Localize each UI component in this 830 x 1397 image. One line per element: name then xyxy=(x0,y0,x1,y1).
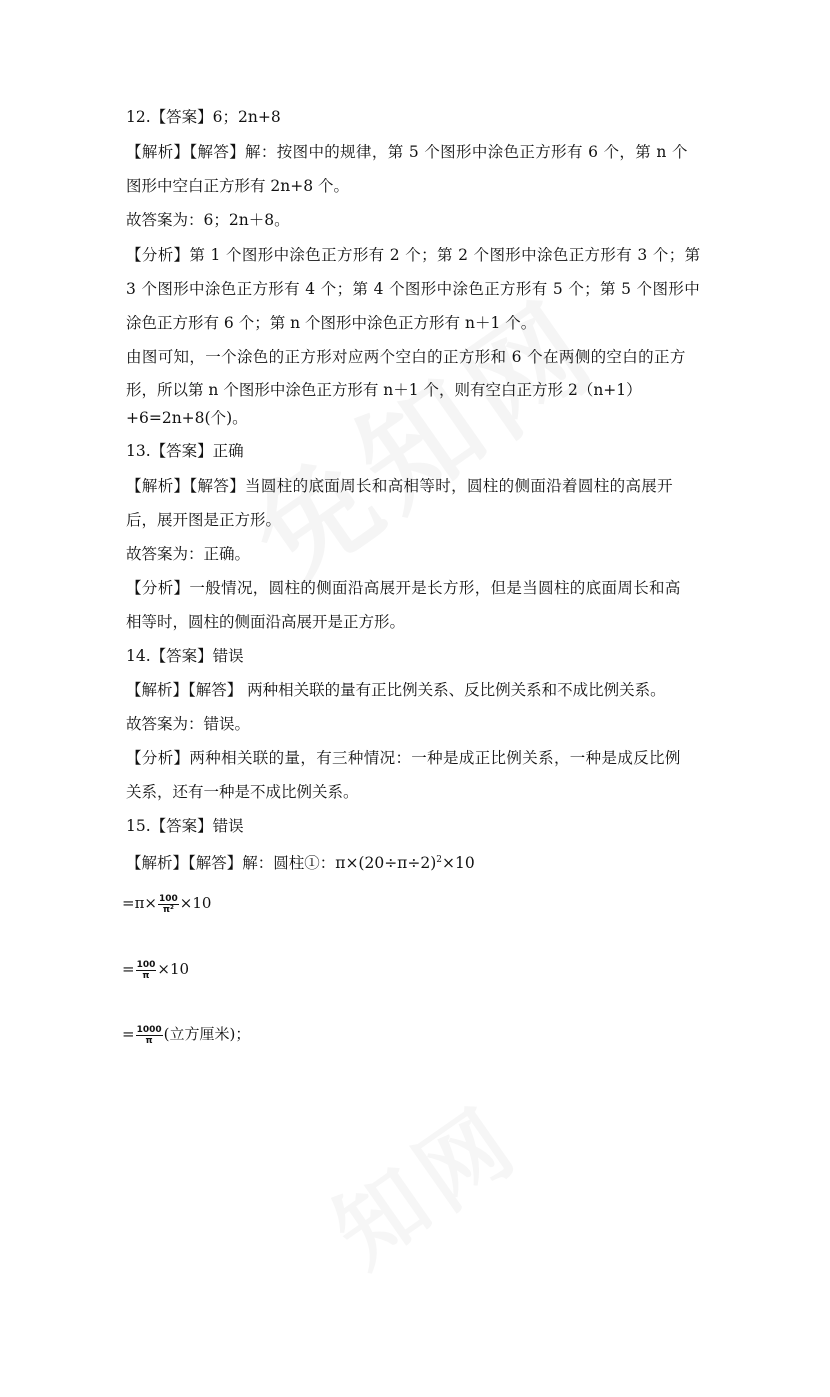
q14-analysis: 【解析】【解答】 两种相关联的量有正比例关系、反比例关系和不成比例关系。 xyxy=(126,681,666,699)
q12-conclusion: 故答案为：6；2n＋8。 xyxy=(126,211,290,229)
q12-reasoning-line-6: +6=2n+8(个)。 xyxy=(126,409,248,427)
eq2-numerator: 100 xyxy=(159,893,178,904)
watermark-bottom xyxy=(303,943,796,1397)
eq4-denominator: π xyxy=(145,1035,153,1046)
q15-equation-1 xyxy=(126,850,475,873)
eq1-suffix: ×10 xyxy=(442,854,475,873)
q12-reasoning-line-1: 【分析】第 1 个图形中涂色正方形有 2 个；第 2 个图形中涂色正方形有 3 个；第 xyxy=(126,246,701,264)
q13-conclusion: 故答案为：正确。 xyxy=(126,545,251,563)
eq1-prefix: 【解析】【解答】解：圆柱①：π×(20÷π÷2) xyxy=(126,854,437,873)
eq2-suffix: ×10 xyxy=(179,894,212,912)
q13-analysis-line-2: 后，展开图是正方形。 xyxy=(126,511,282,529)
q12-answer: 12.【答案】6；2n+8 xyxy=(126,108,281,126)
eq3-prefix: = xyxy=(122,960,135,978)
q12-analysis-line-1: 【解析】【解答】解：按图中的规律，第 5 个图形中涂色正方形有 6 个，第 n 个 xyxy=(126,143,688,161)
q13-answer: 13.【答案】正确 xyxy=(126,442,244,460)
q15-equation-2 xyxy=(122,893,211,915)
eq2-fraction xyxy=(158,894,179,915)
q15-equation-3 xyxy=(122,959,189,981)
q14-conclusion: 故答案为：错误。 xyxy=(126,715,251,733)
q13-reasoning-line-2: 相等时，圆柱的侧面沿高展开是正方形。 xyxy=(126,613,406,631)
q12-analysis-line-2: 图形中空白正方形有 2n+8 个。 xyxy=(126,177,350,195)
eq1-exponent: 2 xyxy=(436,855,443,865)
eq3-denominator: π xyxy=(142,970,150,981)
eq3-numerator: 100 xyxy=(136,959,156,970)
q15-answer: 15.【答案】错误 xyxy=(126,817,244,835)
eq3-fraction xyxy=(136,960,157,981)
q12-reasoning-line-3: 涂色正方形有 6 个；第 n 个图形中涂色正方形有 n＋1 个。 xyxy=(126,314,537,332)
q13-analysis-line-1: 【解析】【解答】当圆柱的底面周长和高相等时，圆柱的侧面沿着圆柱的高展开 xyxy=(126,477,674,495)
eq4-fraction xyxy=(136,1025,163,1046)
q13-reasoning-line-1: 【分析】一般情况，圆柱的侧面沿高展开是长方形，但是当圆柱的底面周长和高 xyxy=(126,579,681,597)
eq2-prefix: =π× xyxy=(122,894,157,912)
eq4-numerator: 1000 xyxy=(136,1024,162,1035)
q14-reasoning-line-1: 【分析】两种相关联的量，有三种情况：一种是成正比例关系，一种是成反比例 xyxy=(126,749,681,767)
q12-reasoning-line-5: 形，所以第 n 个图形中涂色正方形有 n＋1 个，则有空白正方形 2（n+1） xyxy=(126,381,642,399)
eq3-suffix: ×10 xyxy=(157,960,190,978)
eq4-suffix: (立方厘米)； xyxy=(163,1025,251,1043)
q15-equation-4 xyxy=(122,1024,250,1046)
q12-reasoning-line-4: 由图可知，一个涂色的正方形对应两个空白的正方形和 6 个在两侧的空白的正方 xyxy=(126,348,686,366)
q12-reasoning-line-2: 3 个图形中涂色正方形有 4 个；第 4 个图形中涂色正方形有 5 个；第 5 个图形中 xyxy=(126,280,701,298)
q14-reasoning-line-2: 关系，还有一种是不成比例关系。 xyxy=(126,783,359,801)
eq4-prefix: = xyxy=(122,1025,135,1043)
eq2-denominator: π² xyxy=(162,904,174,915)
q14-answer: 14.【答案】错误 xyxy=(126,647,244,665)
